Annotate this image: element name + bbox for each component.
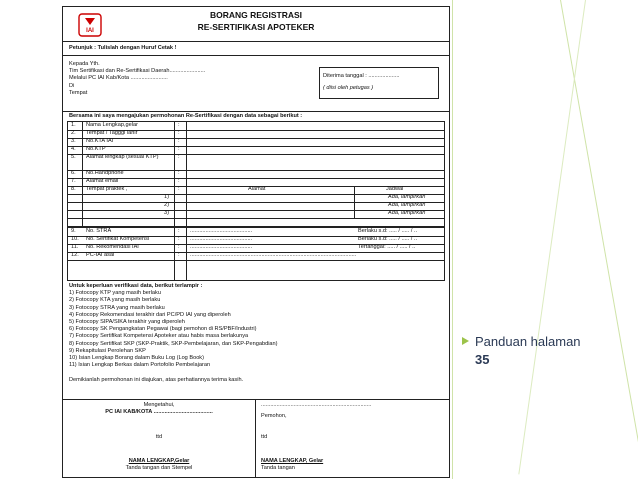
table-row: 11. No. Rekomendasi IAI : ........................................ Tertanggal: ..... / ..... / .. (68, 244, 444, 253)
list-item: 3) Fotocopy STRA yang masih berlaku (69, 304, 165, 311)
list-item: 10) Isian Lengkap Borang dalam Buku Log (Log Book) (69, 355, 204, 362)
practice-row: 2) Ada, lampirkan (68, 202, 444, 211)
side-caption-line2: 35 (475, 352, 490, 367)
side-caption (475, 333, 581, 369)
side-caption-line1: Panduan halaman (475, 334, 581, 349)
attachment-intro: Untuk keperluan verifikasi data, berikut terlampir : (69, 283, 203, 289)
sig-sub: Tanda tangan (261, 464, 295, 471)
right-signature (261, 402, 371, 472)
practice-row: 3) Ada, lampirkan (68, 210, 444, 219)
sig-sub: Tanda tangan dan Stempel (125, 464, 193, 471)
table-row: 12. PC-IAI asal : ........................................................................................................... (68, 252, 444, 261)
sig-line: ....................................................................... (261, 402, 372, 408)
slide-vertical-line (452, 0, 453, 479)
instruction: Petunjuk : Tulislah dengan Huruf Cetak ! (69, 45, 177, 51)
form-title-2: RE-SERTIFIKASI APOTEKER (197, 22, 315, 32)
table-row: 7. Alamat email : (68, 178, 444, 187)
received-label: Diterima tanggal : .................... (323, 73, 400, 79)
left-signature (63, 402, 255, 472)
col-jadwal: Jadwal (386, 186, 404, 192)
sig-line: Pemohon, (261, 413, 287, 420)
sig-line: PC IAI KAB/KOTA ...................................... (105, 409, 213, 416)
table-row: 2. Tempat / Tagggl lahir : (68, 130, 444, 139)
sig-name: NAMA LENGKAP,Gelar (128, 457, 190, 464)
addressee-block (69, 61, 205, 97)
addressee-line: Kepada Yth. (69, 61, 100, 67)
practice-row: 1) Ada, lampirkan (68, 194, 444, 203)
slide-diagonal-line (560, 0, 638, 472)
slide-diagonal-line-2 (518, 0, 586, 474)
addressee-line: Melalui PC IAI Kab/Kota ........................ (69, 75, 168, 82)
table-row: 4. No.KTP : (68, 146, 444, 155)
list-item: 5) Fotocopy SIPA/SIKA terakhir yang diperoleh (69, 319, 185, 326)
registration-form (62, 6, 450, 478)
list-item: 9) Rekapitulasi Perolehan SKP (69, 347, 146, 354)
addressee-line: Tempat (69, 89, 88, 96)
table-row: 5. Alamat lengkap (sesuai KTP) : (68, 154, 444, 171)
sig-ttd: ttd (261, 434, 268, 441)
table-row: 1. Nama Lengkap,gelar : (68, 122, 444, 131)
received-box (319, 67, 439, 99)
list-item: 7) Fotocopy Sertifikat Kompetensi Apoteker atau habis masa berlakunya (69, 333, 249, 340)
list-item: 11) Isian Lengkap Berkas dalam Portofolio Pembelajaran (69, 362, 211, 369)
sig-line: Mengetahui, (143, 402, 175, 408)
list-item: 2) Fotocopy KTA yang masih berlaku (69, 297, 161, 304)
logo-text: IAI (86, 28, 94, 34)
sig-name: NAMA LENGKAP, Gelar (261, 457, 324, 464)
table-row: 6. No.Handphone : (68, 170, 444, 179)
attachment-list (69, 283, 278, 385)
list-item: 4) Fotocopy Rekomendasi terakhir dari PC/PD IAI yang diperoleh (69, 311, 231, 318)
list-item: 8) Fotocopy Sertifikat SKP (SKP-Praktik, SKP-Pembelajaran, dan SKP-Pengabdian) (69, 340, 278, 347)
intro-text: Bersama ini saya mengajukan permohonan Re-Sertifikasi dengan data sebagai berikut : (69, 113, 303, 119)
addressee-line: Tim Sertifikasi dan Re-Sertifikasi Daerah....................... (69, 68, 206, 75)
bullet-arrow-icon (462, 337, 469, 345)
table-row: 10. No. Sertifikat Kompetensi : ........................................ Berlaku s.d: ..... / ..... / .. (68, 236, 444, 245)
addressee-line: Di (69, 82, 75, 89)
table-row: 9. No. STRA : ........................................ Berlaku s.d: ..... / ..... / .. (68, 228, 444, 237)
col-alamat: Alamat (248, 186, 266, 192)
table-row: 3. No.KTA IAI : (68, 138, 444, 147)
list-item: 1) Fotocopy KTP yang masih berlaku (69, 290, 161, 297)
closing-text: Demikianlah permohonan ini diajukan, atas perhatiannya terima kasih. (69, 377, 244, 384)
data-table (67, 121, 445, 281)
table-row: 8. Tempat praktek , : Alamat Jadwal (68, 186, 444, 195)
form-header (63, 7, 449, 42)
received-note: ( diisi oleh petugas ) (323, 85, 374, 91)
list-item: 6) Fotocopy SK Pengangkatan Pegawai (bagi pemohon di RS/PBF/Industri) (69, 326, 257, 333)
sig-ttd: ttd (155, 434, 163, 441)
form-title-1: BORANG REGISTRASI (209, 10, 303, 20)
